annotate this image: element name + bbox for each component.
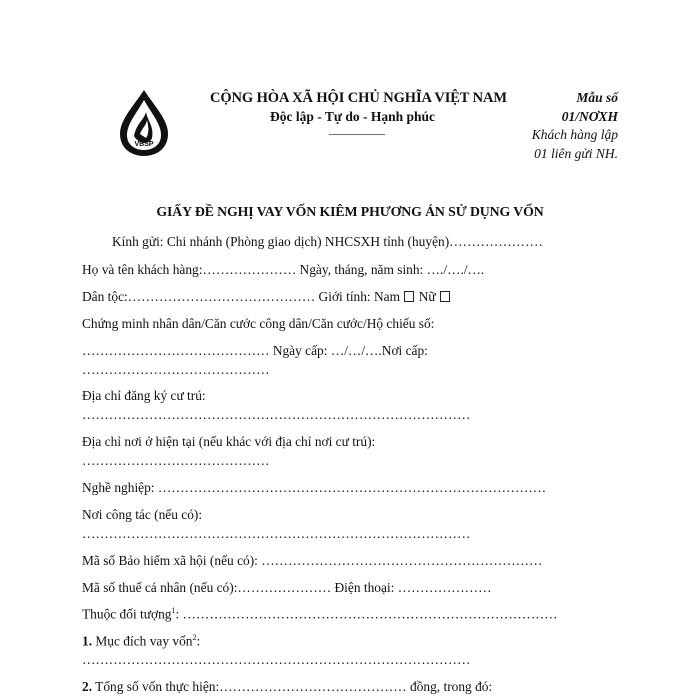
beneficiary-label: Thuộc đối tượng [82, 606, 172, 622]
beneficiary-line [82, 606, 557, 622]
section-2-number: 2. [82, 679, 93, 694]
section-1-number: 1. [82, 633, 93, 649]
tax-phone-field: Mã số thuế cá nhân (nếu có):………………… Điện thoại: ………………… [82, 580, 492, 595]
female-checkbox[interactable] [440, 291, 450, 302]
workplace-field: …………………………………………………………………………… [82, 526, 471, 541]
vbsp-logo [118, 86, 170, 158]
id-label: Chứng minh nhân dân/Căn cước công dân/Căn cước/Hộ chiếu số: [82, 316, 435, 331]
ethnicity-field: Dân tộc:…………………………………… Giới tính: Nam [82, 289, 401, 304]
workplace-label: Nơi công tác (nếu có): [82, 507, 203, 522]
motto: Độc lập - Tự do - Hạnh phúc [270, 109, 436, 124]
occupation-field: Nghề nghiệp: …………………………………………………………………………… [82, 480, 547, 495]
form-code: 01/NƠXH [561, 109, 618, 124]
form-note-line2: 01 liên gửi NH. [534, 146, 618, 161]
form-number-label: Mẫu số [576, 90, 618, 105]
current-address-field: …………………………………… [82, 453, 270, 468]
social-insurance-field: Mã số Bảo hiểm xã hội (nếu có): ……………………………………………………… [82, 553, 543, 568]
country-title: CỘNG HÒA XÃ HỘI CHỦ NGHĨA VIỆT NAM [210, 90, 507, 106]
header-rule: ————— [329, 126, 384, 140]
id-number-field: …………………………………… Ngày cấp: …/…/….Nơi cấp: [82, 343, 428, 358]
loan-purpose-line [82, 633, 200, 649]
id-place-field: …………………………………… [82, 362, 270, 377]
loan-purpose-field: …………………………………………………………………………… [82, 652, 471, 667]
loan-purpose-label: Mục đích vay vốn [92, 633, 193, 649]
logo-text: VBSP [134, 141, 154, 148]
ethnicity-gender-line [82, 289, 451, 305]
form-title: GIẤY ĐỀ NGHỊ VAY VỐN KIÊM PHƯƠNG ÁN SỬ DỤNG VỐN [156, 204, 544, 219]
footnote-1: 1 [171, 606, 176, 615]
residence-label: Địa chỉ đăng ký cư trú: [82, 388, 206, 403]
male-checkbox[interactable] [404, 291, 414, 302]
current-address-label: Địa chỉ nơi ở hiện tại (nếu khác với địa chỉ nơi cư trú): [82, 434, 376, 449]
form-note-line1: Khách hàng lập [531, 127, 618, 142]
recipient-line: Kính gửi: Chi nhánh (Phòng giao dịch) NHCSXH tỉnh (huyện)………………… [112, 234, 543, 249]
footnote-2: 2 [192, 633, 197, 642]
residence-field: …………………………………………………………………………… [82, 407, 471, 422]
beneficiary-field: : ………………………………………………………………………… [175, 606, 558, 622]
loan-purpose-colon: : [196, 633, 201, 649]
female-label: Nữ [418, 289, 436, 304]
customer-name-field: Họ và tên khách hàng:………………… Ngày, tháng, năm sinh: …./…./…. [82, 262, 485, 277]
total-capital-field: Tổng số vốn thực hiện:…………………………………… đồng, trong đó: [92, 679, 493, 694]
total-capital-line [82, 679, 492, 695]
